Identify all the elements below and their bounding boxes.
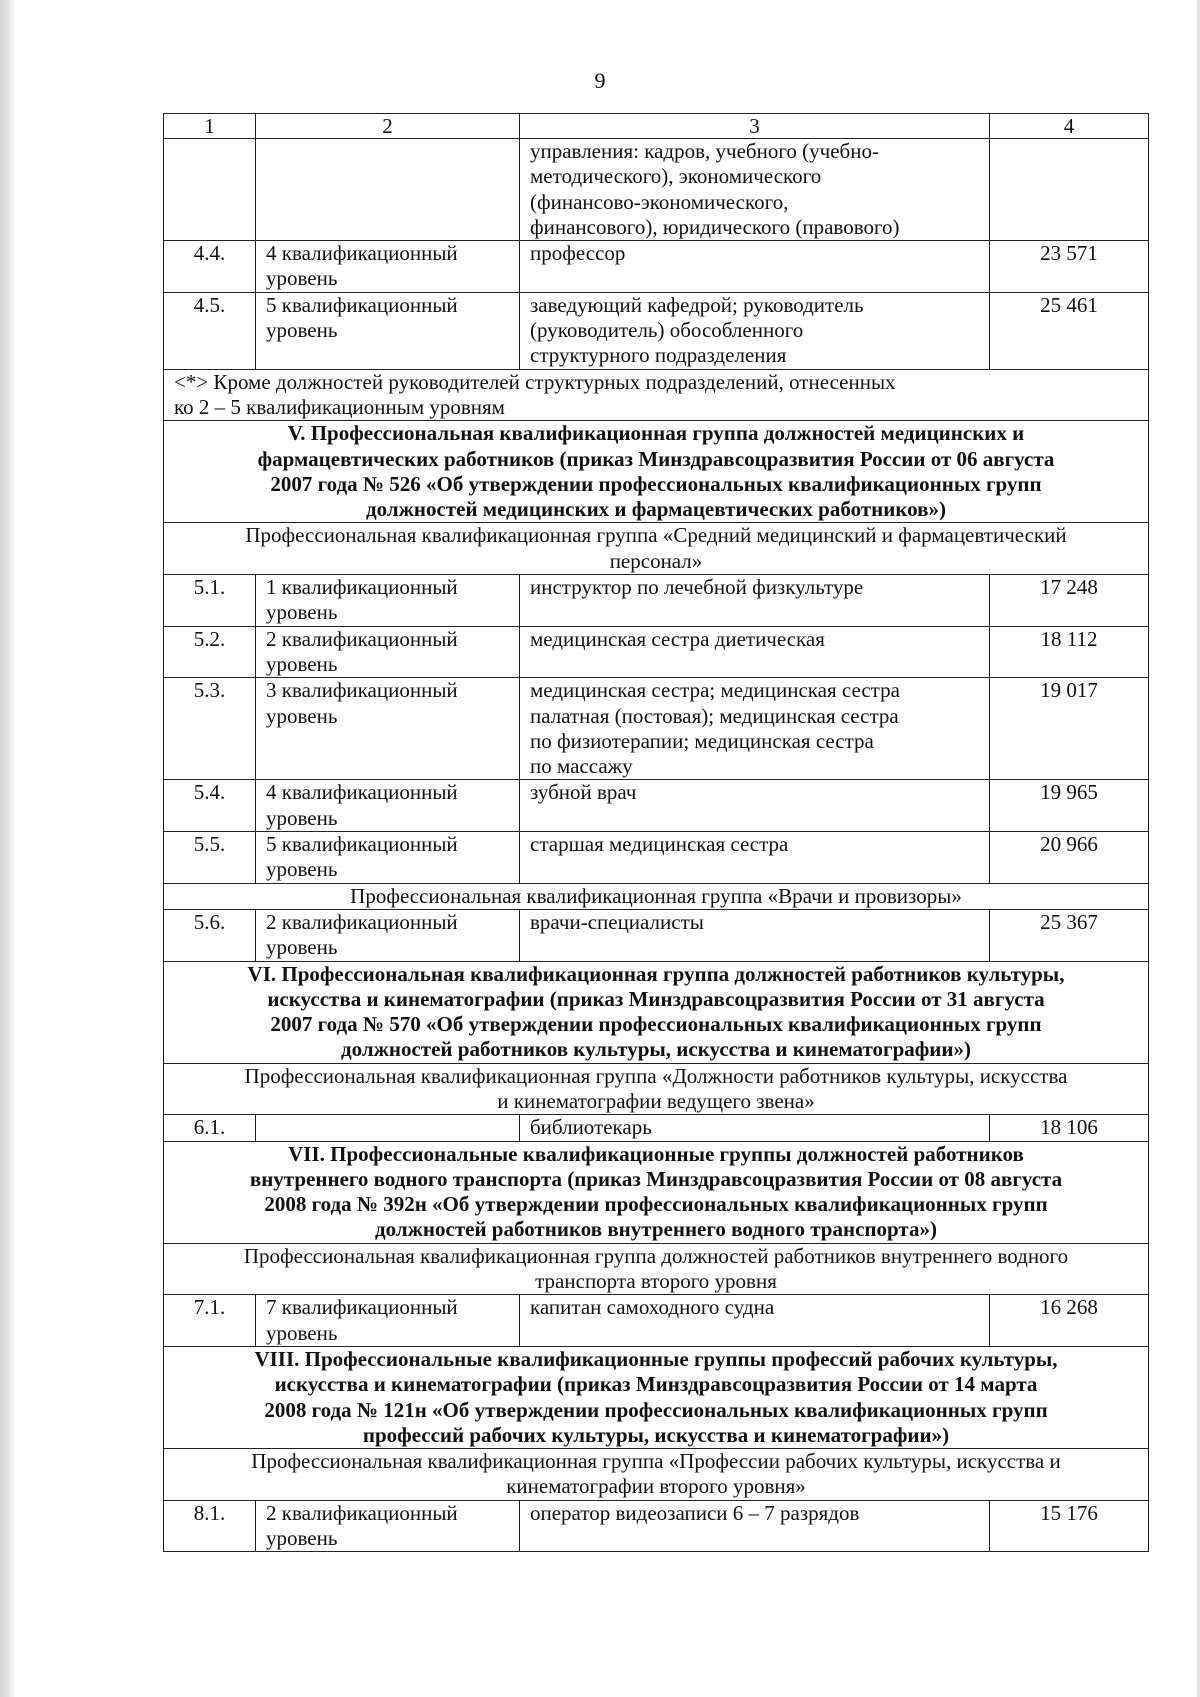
- table-row: [164, 1500, 1149, 1552]
- table-header-row: [164, 114, 1149, 139]
- salary-cell: [990, 1500, 1149, 1552]
- qualification-level-cell: [256, 1295, 520, 1347]
- section-heading-cell-text: VII. Профессиональные квалификационные группы должностей работников внутреннего водного транспорта (приказ Минздравсоцразвития России от 08 августа 2008 года № 392н «Об утверждении профессиональных квалификационных групп должностей работников внутреннего водного транспорта»): [249, 1141, 1063, 1242]
- row-number-cell: [164, 1500, 256, 1552]
- position-cell-text: врачи-специалисты: [530, 909, 704, 934]
- section-heading-row: [164, 1346, 1149, 1448]
- salary-cell-text: 18 112: [1040, 626, 1098, 651]
- qualification-level-cell: [256, 575, 520, 627]
- salary-table: [163, 113, 1149, 1552]
- group-heading-cell-text: Профессиональная квалификационная группа «Средний медицинский и фармацевтический персонал»: [245, 523, 1067, 573]
- salary-cell-text: 19 965: [1040, 780, 1098, 805]
- salary-cell: [990, 1295, 1149, 1347]
- position-cell-text: зубной врач: [530, 780, 637, 805]
- position-cell: [520, 292, 990, 369]
- table-row: [164, 909, 1149, 961]
- qualification-level-cell: [256, 780, 520, 832]
- position-cell: [520, 678, 990, 780]
- qualification-level-cell: [256, 139, 520, 241]
- section-heading-cell: [164, 421, 1149, 523]
- position-cell-text: оператор видеозаписи 6 – 7 разрядов: [530, 1500, 860, 1525]
- table-row: [164, 626, 1149, 678]
- row-number-cell-text: 5.6.: [193, 909, 226, 934]
- table-row: [164, 780, 1149, 832]
- table-row: [164, 1115, 1149, 1141]
- qualification-level-cell: [256, 909, 520, 961]
- row-number-cell: [164, 241, 256, 293]
- salary-cell: [990, 909, 1149, 961]
- position-cell-text: медицинская сестра; медицинская сестра палатная (постовая); медицинская сестра по физиотерапии; медицинская сестра по массажу: [530, 678, 900, 779]
- header-cell-1: 1: [164, 114, 256, 139]
- table-row: [164, 832, 1149, 884]
- page-number: 9: [594, 68, 606, 93]
- group-heading-row: [164, 1063, 1149, 1115]
- position-cell-text: капитан самоходного судна: [530, 1295, 775, 1320]
- row-number-cell: [164, 1115, 256, 1141]
- group-heading-row: [164, 1243, 1149, 1295]
- row-number-cell-text: 4.5.: [193, 292, 226, 317]
- position-cell: [520, 575, 990, 627]
- table-row: [164, 241, 1149, 293]
- section-heading-cell: [164, 961, 1149, 1063]
- group-heading-row: [164, 523, 1149, 575]
- group-heading-cell: [164, 883, 1149, 909]
- qualification-level-cell: [256, 292, 520, 369]
- section-heading-row: [164, 961, 1149, 1063]
- qualification-level-cell: [256, 626, 520, 678]
- salary-cell-text: 19 017: [1040, 678, 1098, 703]
- group-heading-cell-text: Профессиональная квалификационная группа «Профессии рабочих культуры, искусства и кинематографии второго уровня»: [251, 1449, 1061, 1499]
- group-heading-cell-text: Профессиональная квалификационная группа «Должности работников культуры, искусства и кинематографии ведущего звена»: [244, 1063, 1068, 1113]
- qualification-level-cell-text: 5 квалификационный уровень: [266, 292, 458, 343]
- position-cell: [520, 909, 990, 961]
- salary-cell-text: 18 106: [1040, 1115, 1098, 1140]
- salary-cell: [990, 780, 1149, 832]
- table-body: [164, 114, 1149, 1552]
- row-number-cell: [164, 575, 256, 627]
- position-cell-text: старшая медицинская сестра: [530, 832, 789, 857]
- section-heading-cell: [164, 1346, 1149, 1448]
- group-heading-cell-text: Профессиональная квалификационная группа должностей работников внутреннего водного транспорта второго уровня: [243, 1243, 1069, 1294]
- row-number-cell-text: 5.3.: [193, 678, 226, 703]
- qualification-level-cell: [256, 832, 520, 884]
- row-number-cell: [164, 626, 256, 678]
- row-number-cell-text: 4.4.: [193, 241, 226, 266]
- row-number-cell: [164, 1295, 256, 1347]
- group-heading-row: [164, 1449, 1149, 1501]
- section-heading-row: [164, 421, 1149, 523]
- header-cell-2: 2: [256, 114, 520, 139]
- footnote-cell-text: <*> Кроме должностей руководителей структурных подразделений, отнесенных ко 2 – 5 квалификационным уровням: [174, 369, 896, 419]
- row-number-cell-text: 5.2.: [193, 626, 226, 651]
- salary-cell-text: 17 248: [1040, 575, 1098, 600]
- salary-cell: [990, 241, 1149, 293]
- salary-cell-text: 25 461: [1040, 292, 1098, 317]
- row-number-cell: [164, 139, 256, 241]
- qualification-level-cell-text: 5 квалификационный уровень: [266, 832, 458, 882]
- position-cell: [520, 780, 990, 832]
- row-number-cell: [164, 832, 256, 884]
- salary-cell: [990, 292, 1149, 369]
- row-number-cell-text: 6.1.: [193, 1115, 226, 1140]
- table-row: [164, 678, 1149, 780]
- position-cell: [520, 1115, 990, 1141]
- header-cell-4: 4: [990, 114, 1149, 139]
- table-row: [164, 292, 1149, 369]
- table-row: [164, 575, 1149, 627]
- qualification-level-cell-text: 1 квалификационный уровень: [266, 575, 458, 625]
- row-number-cell-text: 5.1.: [193, 575, 226, 600]
- qualification-level-cell: [256, 678, 520, 780]
- position-cell: [520, 1500, 990, 1552]
- salary-cell-text: 15 176: [1040, 1500, 1098, 1525]
- group-heading-cell: [164, 523, 1149, 575]
- scan-edge-left: [0, 0, 14, 1697]
- position-cell-text: инструктор по лечебной физкультуре: [530, 575, 864, 600]
- row-number-cell-text: 5.5.: [193, 832, 226, 857]
- salary-cell-text: 23 571: [1040, 241, 1098, 266]
- position-cell-text: управления: кадров, учебного (учебно- методического), экономического (финансово-экономического, финансового), юридического (правового): [530, 139, 900, 239]
- group-heading-cell-text: Профессиональная квалификационная группа «Врачи и провизоры»: [350, 883, 962, 908]
- position-cell-text: заведующий кафедрой; руководитель (руководитель) обособленного структурного подразделения: [530, 292, 864, 368]
- salary-cell: [990, 626, 1149, 678]
- footnote-row: [164, 369, 1149, 421]
- table-row: [164, 1295, 1149, 1347]
- salary-cell: [990, 678, 1149, 780]
- qualification-level-cell-text: 3 квалификационный уровень: [266, 678, 458, 728]
- qualification-level-cell-text: 2 квалификационный уровень: [266, 909, 458, 960]
- header-cell-3: 3: [520, 114, 990, 139]
- salary-cell-text: 20 966: [1040, 832, 1098, 857]
- section-heading-cell-text: V. Профессиональная квалификационная группа должностей медицинских и фармацевтических работников (приказ Минздравсоцразвития России от 06 августа 2007 года № 526 «Об утверждении профессиональных квалификационных групп должностей медицинских и фармацевтических работников»): [257, 421, 1055, 522]
- position-cell: [520, 626, 990, 678]
- qualification-level-cell: [256, 1115, 520, 1141]
- salary-cell: [990, 1115, 1149, 1141]
- qualification-level-cell-text: 2 квалификационный уровень: [266, 626, 458, 676]
- row-number-cell-text: 7.1.: [193, 1295, 226, 1320]
- group-heading-cell: [164, 1063, 1149, 1115]
- section-heading-row: [164, 1141, 1149, 1243]
- salary-cell-text: 16 268: [1040, 1295, 1098, 1320]
- section-heading-cell-text: VIII. Профессиональные квалификационные группы профессий рабочих культуры, искусства и кинематографии (приказ Минздравсоцразвития России от 14 марта 2008 года № 121н «Об утверждении профессиональных квалификационных групп профессий рабочих культуры, искусства и кинематографии»): [254, 1346, 1058, 1447]
- group-heading-cell: [164, 1449, 1149, 1501]
- qualification-level-cell-text: 2 квалификационный уровень: [266, 1500, 458, 1551]
- salary-cell: [990, 139, 1149, 241]
- group-heading-cell: [164, 1243, 1149, 1295]
- position-cell: [520, 1295, 990, 1347]
- section-heading-cell-text: VI. Профессиональная квалификационная группа должностей работников культуры, искусства и кинематографии (приказ Минздравсоцразвития России от 31 августа 2007 года № 570 «Об утверждении профессиональных квалификационных групп должностей работников культуры, искусства и кинематографии»): [247, 961, 1065, 1062]
- position-cell-text: библиотекарь: [530, 1115, 652, 1140]
- qualification-level-cell: [256, 241, 520, 293]
- qualification-level-cell: [256, 1500, 520, 1552]
- section-heading-cell: [164, 1141, 1149, 1243]
- qualification-level-cell-text: 4 квалификационный уровень: [266, 241, 458, 291]
- row-number-cell-text: 8.1.: [193, 1500, 226, 1525]
- table-row: [164, 139, 1149, 241]
- salary-cell: [990, 575, 1149, 627]
- row-number-cell-text: 5.4.: [193, 780, 226, 805]
- salary-cell: [990, 832, 1149, 884]
- qualification-level-cell-text: 7 квалификационный уровень: [266, 1295, 458, 1345]
- position-cell-text: медицинская сестра диетическая: [530, 626, 825, 651]
- row-number-cell: [164, 292, 256, 369]
- footnote-cell: [164, 369, 1149, 421]
- qualification-level-cell-text: 4 квалификационный уровень: [266, 780, 458, 830]
- row-number-cell: [164, 780, 256, 832]
- salary-cell-text: 25 367: [1040, 909, 1098, 934]
- position-cell-text: профессор: [530, 241, 626, 266]
- group-heading-row: [164, 883, 1149, 909]
- position-cell: [520, 832, 990, 884]
- position-cell: [520, 241, 990, 293]
- row-number-cell: [164, 678, 256, 780]
- position-cell: [520, 139, 990, 241]
- row-number-cell: [164, 909, 256, 961]
